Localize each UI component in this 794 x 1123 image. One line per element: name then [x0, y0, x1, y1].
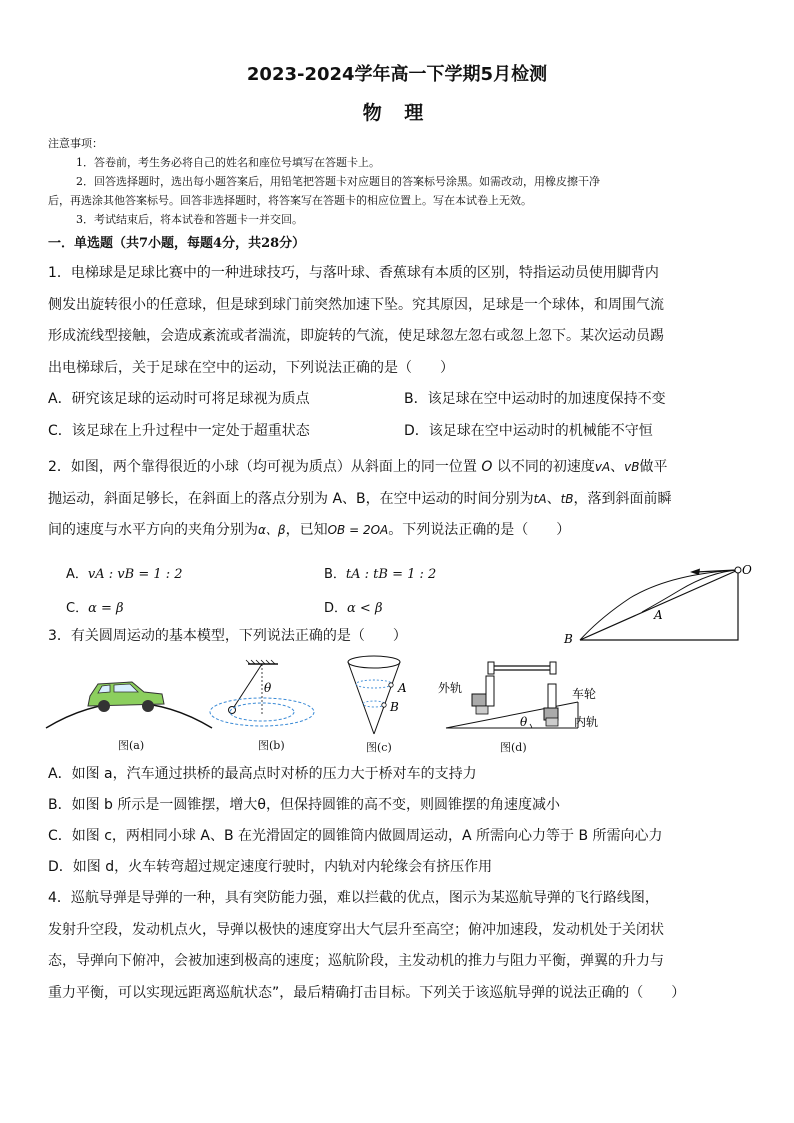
exam-title: 2023-2024学年高一下学期5月检测 — [246, 64, 548, 85]
option-expr: α < β — [347, 601, 383, 616]
pendulum-string — [232, 664, 262, 710]
theta-label: θ — [264, 681, 272, 695]
q2-angles: α、β — [258, 523, 286, 537]
q1-option-c: C．该足球在上升过程中一定处于超重状态 — [48, 423, 310, 439]
section-heading: 一．单选题（共7小题，每题4分，共28分） — [48, 236, 306, 251]
option-label: D． — [324, 601, 348, 616]
figure-b-conical-pendulum — [222, 660, 322, 732]
figure-c-cone — [344, 654, 414, 738]
q2-va: vA — [594, 460, 611, 474]
car-wheel — [98, 700, 110, 712]
cone-side — [374, 662, 400, 734]
q2-ta: tA — [533, 491, 547, 506]
bridge-arc — [46, 703, 212, 728]
figure-b-caption: 图(b) — [258, 739, 285, 752]
arrow-head — [690, 569, 700, 576]
q2-option-d — [324, 597, 382, 616]
q1-line: 侧发出旋转很小的任意球，但是球到球门前突然加速下坠。究其原因，足球是一个球体，和周围气流 — [48, 296, 664, 313]
q1-line: 出电梯球后，关于足球在空中的运动，下列说法正确的是（ ） — [48, 359, 454, 376]
question-1-stem — [48, 258, 750, 384]
wheel-label: 车轮 — [572, 687, 597, 701]
wheel-outer — [472, 694, 486, 706]
label-o: O — [742, 563, 752, 577]
question-2-stem — [48, 452, 750, 547]
cone-rim — [348, 656, 400, 668]
q1-option-b: B．该足球在空中运动时的加速度保持不变 — [404, 391, 666, 407]
option-expr: vA : vB = 1 : 2 — [87, 567, 183, 582]
q2-given: OB = 2OA — [327, 523, 389, 537]
figure-c-caption: 图(c) — [366, 741, 392, 754]
notes-heading: 注意事项： — [48, 137, 103, 150]
q3-option-a: A．如图 a，汽车通过拱桥的最高点时对桥的压力大于桥对车的支持力 — [48, 766, 477, 782]
option-label: A． — [66, 567, 88, 582]
q2-text: 。下列说法正确的是（ ） — [388, 522, 571, 538]
angle-arc — [530, 724, 532, 728]
notes-item: 1．答卷前，考生务必将自己的姓名和座位号填写在答题卡上。 — [76, 156, 380, 169]
q2-sep: 、 — [610, 459, 625, 475]
cone-side — [348, 662, 374, 734]
q2-line-3 — [48, 515, 750, 547]
label-a: A — [654, 608, 663, 622]
cone-label-a: A — [398, 681, 407, 695]
notes-block — [48, 134, 748, 229]
axle-post — [486, 676, 494, 706]
q2-vb: vB — [624, 460, 640, 474]
q3-option-d: D．如图 d，火车转弯超过规定速度行驶时，内轨对内轮缘会有挤压作用 — [48, 859, 493, 875]
q2-text: 2．如图，两个靠得很近的小球（均可视为质点）从斜面上的同一位置 — [48, 459, 477, 475]
q1-line: 形成流线型接触，会造成紊流或者湍流，即旋转的气流，使足球忽左忽右或忽上忽下。某次运动员踢 — [48, 328, 664, 344]
launch-point — [735, 567, 741, 573]
notes-item-continued: 后，再选涂其他答案标号。回答非选择题时，将答案写在答题卡的相应位置上。写在本试卷上无效。 — [48, 194, 532, 207]
q2-tb: tB — [560, 491, 574, 506]
theta-label: θ — [520, 715, 528, 729]
q2-text: 间的速度与水平方向的夹角分别为 — [48, 522, 258, 538]
q4-line: 发射升空段，发动机点火，导弹以极快的速度穿出大气层升至高空；俯冲加速段，发动机处于关闭状 — [48, 921, 664, 938]
label-b: B — [564, 632, 573, 646]
notes-item: 3．考试结束后，将本试卷和答题卡一并交回。 — [76, 213, 303, 226]
figure-a-caption: 图(a) — [118, 739, 145, 752]
q2-option-b — [324, 563, 436, 582]
ball-a — [389, 683, 393, 687]
inner-rail-label: 内轨 — [574, 715, 599, 729]
orbit-a — [356, 680, 392, 688]
axle-end — [550, 662, 556, 674]
ball-b — [382, 703, 386, 707]
q3-option-c: C．如图 c，两相同小球 A、B 在光滑固定的圆锥筒内做圆周运动，A 所需向心力等于 B 所需向心力 — [48, 828, 663, 844]
axle-end — [488, 662, 494, 674]
rail-inner — [546, 718, 558, 726]
q4-line: 态，导弹向下俯冲，会被加速到极高的速度；巡航阶段，主发动机的推力与阻力平衡，弹翼的升力与 — [48, 953, 664, 969]
question-4-stem — [48, 883, 750, 1009]
q2-point-o: O — [481, 459, 493, 475]
notes-item: 2．回答选择题时，选出每小题答案后，用铅笔把答题卡对应题目的答案标号涂黑。如需改动，用橡皮擦干净 — [76, 175, 600, 188]
cone-label-b: B — [390, 700, 399, 714]
figure-d-banked-rails — [436, 654, 606, 734]
option-expr: α = β — [88, 601, 124, 616]
q2-line-2: 抛运动，斜面足够长，在斜面上的落点分别为 A、B，在空中运动的时间分别为tA、tB，落到斜面前瞬 — [48, 490, 672, 507]
q2-text: 抛运动，斜面足够长，在斜面上的落点分别为 A、B，在空中运动的时间分别为 — [48, 490, 534, 507]
q4-line: 4．巡航导弹是导弹的一种，具有突防能力强，难以拦截的优点，图示为某巡航导弹的飞行路线图， — [48, 890, 659, 906]
q2-text: ，已知 — [285, 522, 328, 538]
q2-option-a — [66, 563, 183, 582]
figure-d-caption: 图(d) — [500, 741, 527, 754]
figure-a-car-bridge — [44, 670, 214, 730]
q1-line: 1．电梯球是足球比赛中的一种进球技巧，与落叶球、香蕉球有本质的区别，特指运动员使用脚背内 — [48, 265, 659, 281]
q2-option-c — [66, 597, 124, 616]
option-expr: tA : tB = 1 : 2 — [345, 567, 437, 582]
rail-outer — [476, 706, 488, 714]
q2-line-1 — [48, 452, 750, 484]
q1-option-d: D．该足球在空中运动时的机械能不守恒 — [404, 423, 653, 439]
exam-subject: 物 理 — [362, 102, 432, 124]
option-label: C． — [66, 601, 89, 616]
car-wheel — [142, 700, 154, 712]
question-3-stem: 3．有关圆周运动的基本模型，下列说法正确的是（ ） — [48, 628, 407, 644]
option-label: B． — [324, 567, 346, 582]
outer-rail-label: 外轨 — [438, 681, 463, 695]
q2-text: ，落到斜面前瞬 — [573, 490, 672, 507]
q1-option-a: A．研究该足球的运动时可将足球视为质点 — [48, 391, 310, 407]
q3-option-b: B．如图 b 所示是一圆锥摆，增大θ，但保持圆锥的高不变，则圆锥摆的角速度减小 — [48, 797, 560, 813]
q2-text: 做平 — [639, 459, 668, 475]
q4-line: 重力平衡，可以实现远距离巡航状态”，最后精确打击目标。下列关于该巡航导弹的说法正确的（ ） — [48, 984, 686, 1001]
q2-text: 以不同的初速度 — [496, 459, 595, 475]
